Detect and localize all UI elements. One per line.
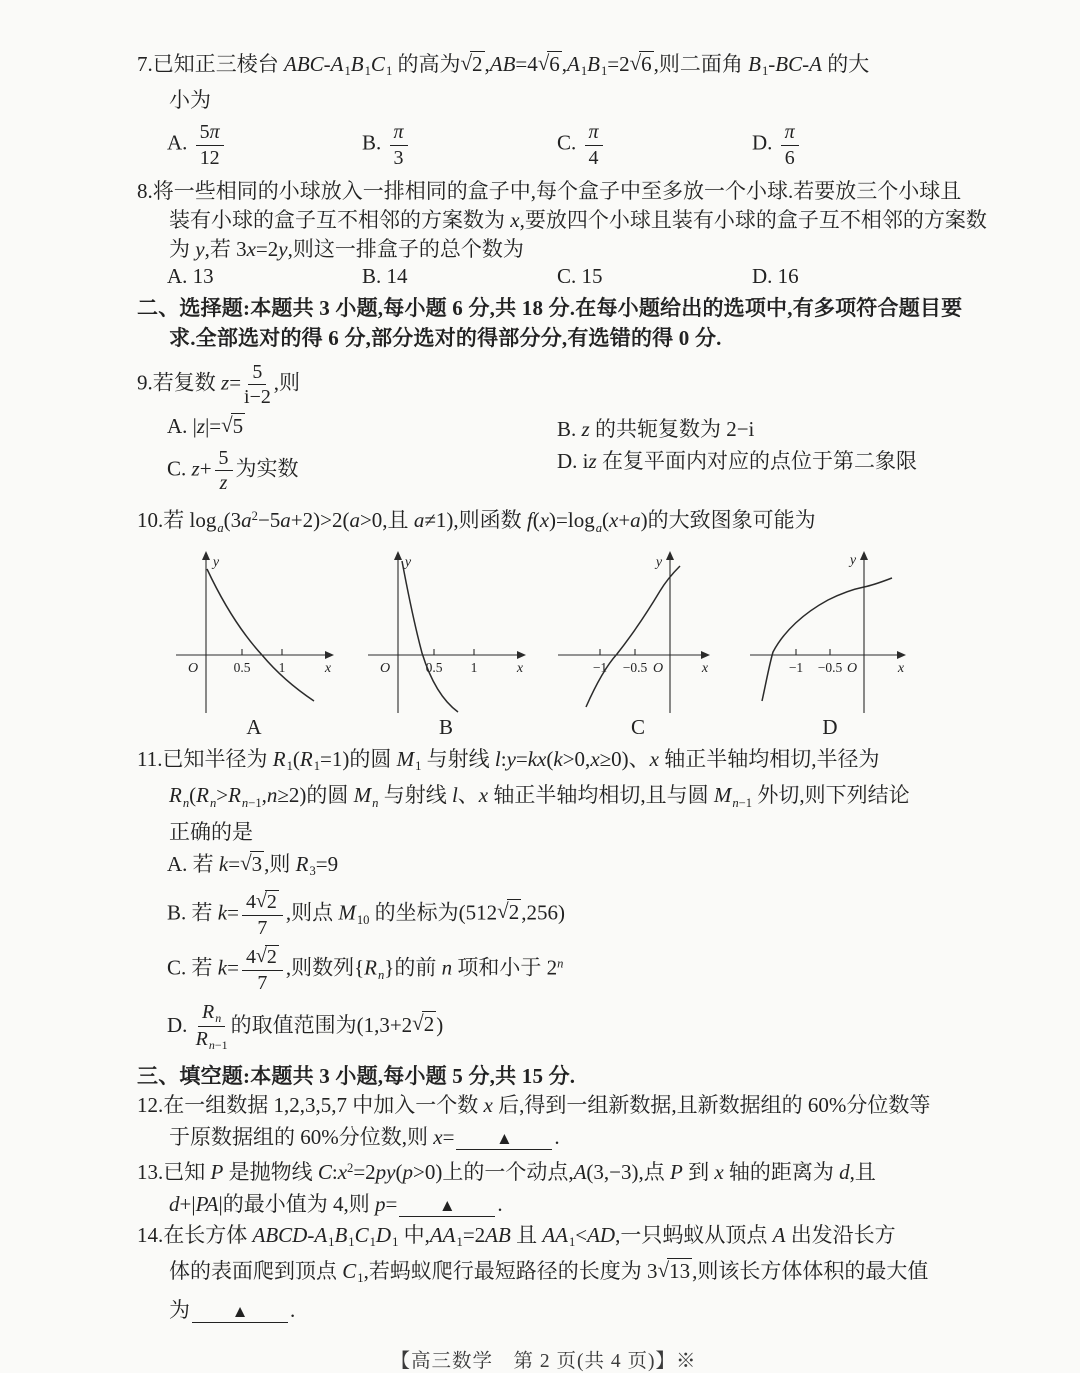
function-curve: [402, 561, 458, 712]
function-curve: [762, 578, 892, 701]
graph-d-plot: [741, 549, 919, 715]
option-c: C. 若 k= $\frac{4√2}{7}$ ,则数列$\{R_n\}$的前 n 项和小于 2$^n$: [167, 945, 564, 995]
section-header-line: 二、选择题:本题共 3 小题,每小题 6 分,共 18 分.在每小题给出的选项中,有多项符合题目要: [137, 296, 963, 321]
origin-label: O: [846, 660, 858, 676]
option-d: D. $\frac{\pi}{6}$: [752, 119, 802, 171]
section-2-header: [137, 293, 963, 353]
option-b: B. 14: [362, 264, 408, 289]
section-header-line: 求.全部选对的得 6 分,部分选对的得部分分,有选错的得 0 分.: [169, 326, 722, 351]
graph-label: C: [630, 714, 645, 739]
graph-b-plot: [357, 549, 535, 715]
question-7: [137, 50, 950, 171]
question-line: 10.若 $\log_a(3a^2-5a+2)>2(a>0$,且 a≠1),则函数 $f(x)=\log_a(x+a)$的大致图象可能为: [137, 508, 816, 535]
question-line: 7.已知正三棱台 ABC-$A_1B_1C_1$ 的高为$√2,AB=4√6,A_1B_1=2√6$,则二面角 $B_1-BC-A$ 的大: [137, 51, 870, 79]
question-9-options-row-2: [137, 445, 950, 497]
y-axis-arrow-icon: [666, 551, 674, 560]
question-line: $R_n(R_n>R_{n-1},n\ge 2)$的圆 $M_n$ 与射线 l、x 轴正半轴均相切,且与圆 $M_{n-1}$ 外切,则下列结论: [169, 783, 910, 810]
tick-label: 0.5: [233, 659, 251, 675]
question-line: 14.在长方体 ABCD-$A_1B_1C_1D_1$ 中$,AA_1=2AB$ 且 $AA_1<AD$,一只蚂蚁从顶点 A 出发沿长方: [137, 1222, 896, 1250]
section-header-line: 三、填空题:本题共 3 小题,每小题 5 分,共 15 分.: [137, 1063, 576, 1088]
y-axis-label: y: [655, 554, 663, 570]
x-axis-label: x: [516, 660, 524, 676]
option-d: D. 16: [752, 264, 799, 289]
option-a: A. 13: [167, 264, 214, 289]
tick-label: 1: [470, 659, 478, 675]
option-b: B. $\frac{\pi}{3}$: [362, 119, 557, 171]
question-line: 12.在一组数据 1,2,3,5,7 中加入一个数 x 后,得到一组新数据,且新数据组的 60%分位数等: [137, 1092, 931, 1117]
question-line: 装有小球的盒子互不相邻的方案数为 x,要放四个小球且装有小球的盒子互不相邻的方案数: [169, 208, 987, 233]
option-a: A. $\frac{5\pi}{12}$: [167, 119, 362, 171]
question-line: 体的表面爬到顶点 $C_1$,若蚂蚁爬行最短路径的长度为 3√13,则该长方体体积的最大值: [169, 1258, 929, 1286]
origin-label: O: [379, 660, 391, 676]
question-line: 8.将一些相同的小球放入一排相同的盒子中,每个盒子中至多放一个小球.若要放三个小球且: [137, 179, 962, 204]
graph-d: [741, 549, 919, 739]
tick-label: 0.5: [425, 659, 443, 675]
tick-label: −1: [788, 659, 804, 675]
x-axis-arrow-icon: [897, 651, 906, 659]
x-axis-arrow-icon: [325, 651, 334, 659]
x-axis-label: x: [324, 660, 332, 676]
origin-label: O: [652, 660, 664, 676]
graph-b: [357, 549, 535, 739]
question-line: 13.已知 P 是抛物线 $C:x^2=2py(p>0)$上的一个动点,A(3,−3),点 P 到 x 轴的距离为 d,且: [137, 1159, 876, 1184]
y-axis-arrow-icon: [394, 551, 402, 560]
question-line: 于原数据组的 60%分位数,则 x= ▲ .: [169, 1124, 560, 1149]
function-curve: [586, 566, 680, 707]
y-axis-arrow-icon: [202, 551, 210, 560]
question-14: [137, 1221, 950, 1328]
graph-label: B: [438, 714, 453, 739]
question-9: [137, 359, 950, 496]
section-3-header: [137, 1061, 950, 1091]
question-line: 正确的是: [169, 819, 253, 844]
question-line: 为 ▲ .: [169, 1298, 296, 1323]
option-d: D. $\frac{R_n}{R_{n-1}}$ 的取值范围为(1,3+2√2): [167, 1000, 444, 1053]
question-13: [137, 1154, 950, 1221]
page-footer: 【高三数学 第 2 页(共 4 页)】※: [390, 1351, 697, 1373]
question-10-graphs: [137, 549, 950, 739]
option-b: B. z 的共轭复数为 2−i: [557, 416, 755, 441]
option-a: A. |z|=√5: [167, 412, 244, 438]
function-curve: [207, 569, 314, 701]
graph-label: D: [822, 714, 838, 739]
option-c: C. 15: [557, 264, 603, 289]
y-axis-arrow-icon: [860, 551, 868, 560]
question-12: [137, 1091, 950, 1154]
tick-label: 1: [278, 659, 286, 675]
graph-a-plot: [165, 549, 343, 715]
graph-c: [549, 549, 727, 739]
question-11: [137, 745, 950, 1055]
tick-label: −0.5: [817, 659, 843, 675]
graph-c-plot: [549, 549, 727, 715]
y-axis-label: y: [849, 552, 857, 568]
y-axis-label: y: [404, 554, 412, 570]
question-8: [137, 177, 987, 289]
question-line: 11.已知半径为 $R_1(R_1=1)$的圆 $M_1$ 与射线 l:y=kx(k>0,x≥0)、x 轴正半轴均相切,半径为: [137, 746, 880, 774]
y-axis-label: y: [212, 554, 220, 570]
graph-a: [165, 549, 343, 739]
x-axis-arrow-icon: [517, 651, 526, 659]
x-axis-arrow-icon: [701, 651, 710, 659]
option-a: A. 若 k=√3,则 $R_3=9$: [167, 850, 339, 879]
question-line: 小为: [169, 88, 211, 113]
option-b: B. 若 k= $\frac{4√2}{7}$ ,则点 $M_{10}$ 的坐标为(512√2,256): [167, 890, 565, 939]
question-line: 9.若复数 z= $\frac{5}{i-2}$ ,则: [137, 361, 301, 409]
option-d: D. iz 在复平面内对应的点位于第二象限: [557, 448, 917, 473]
x-axis-label: x: [701, 660, 709, 676]
question-line: 为 y,若 3x=2y,则这一排盒子的总个数为: [169, 237, 524, 262]
question-8-options: [137, 264, 950, 289]
question-line: d+|PA|的最小值为 4,则 p= ▲ .: [169, 1191, 503, 1216]
option-c: C. z+ $\frac{5}{z}$ 为实数: [167, 446, 299, 495]
question-7-options: [137, 119, 950, 171]
tick-label: −0.5: [622, 659, 648, 675]
x-axis-label: x: [897, 660, 905, 676]
tick-label: −1: [592, 659, 608, 675]
question-10: [137, 502, 950, 738]
graph-label: A: [246, 714, 262, 739]
question-9-options-row-1: [137, 413, 950, 443]
origin-label: O: [187, 660, 199, 676]
option-c: C. $\frac{\pi}{4}$: [557, 119, 752, 171]
